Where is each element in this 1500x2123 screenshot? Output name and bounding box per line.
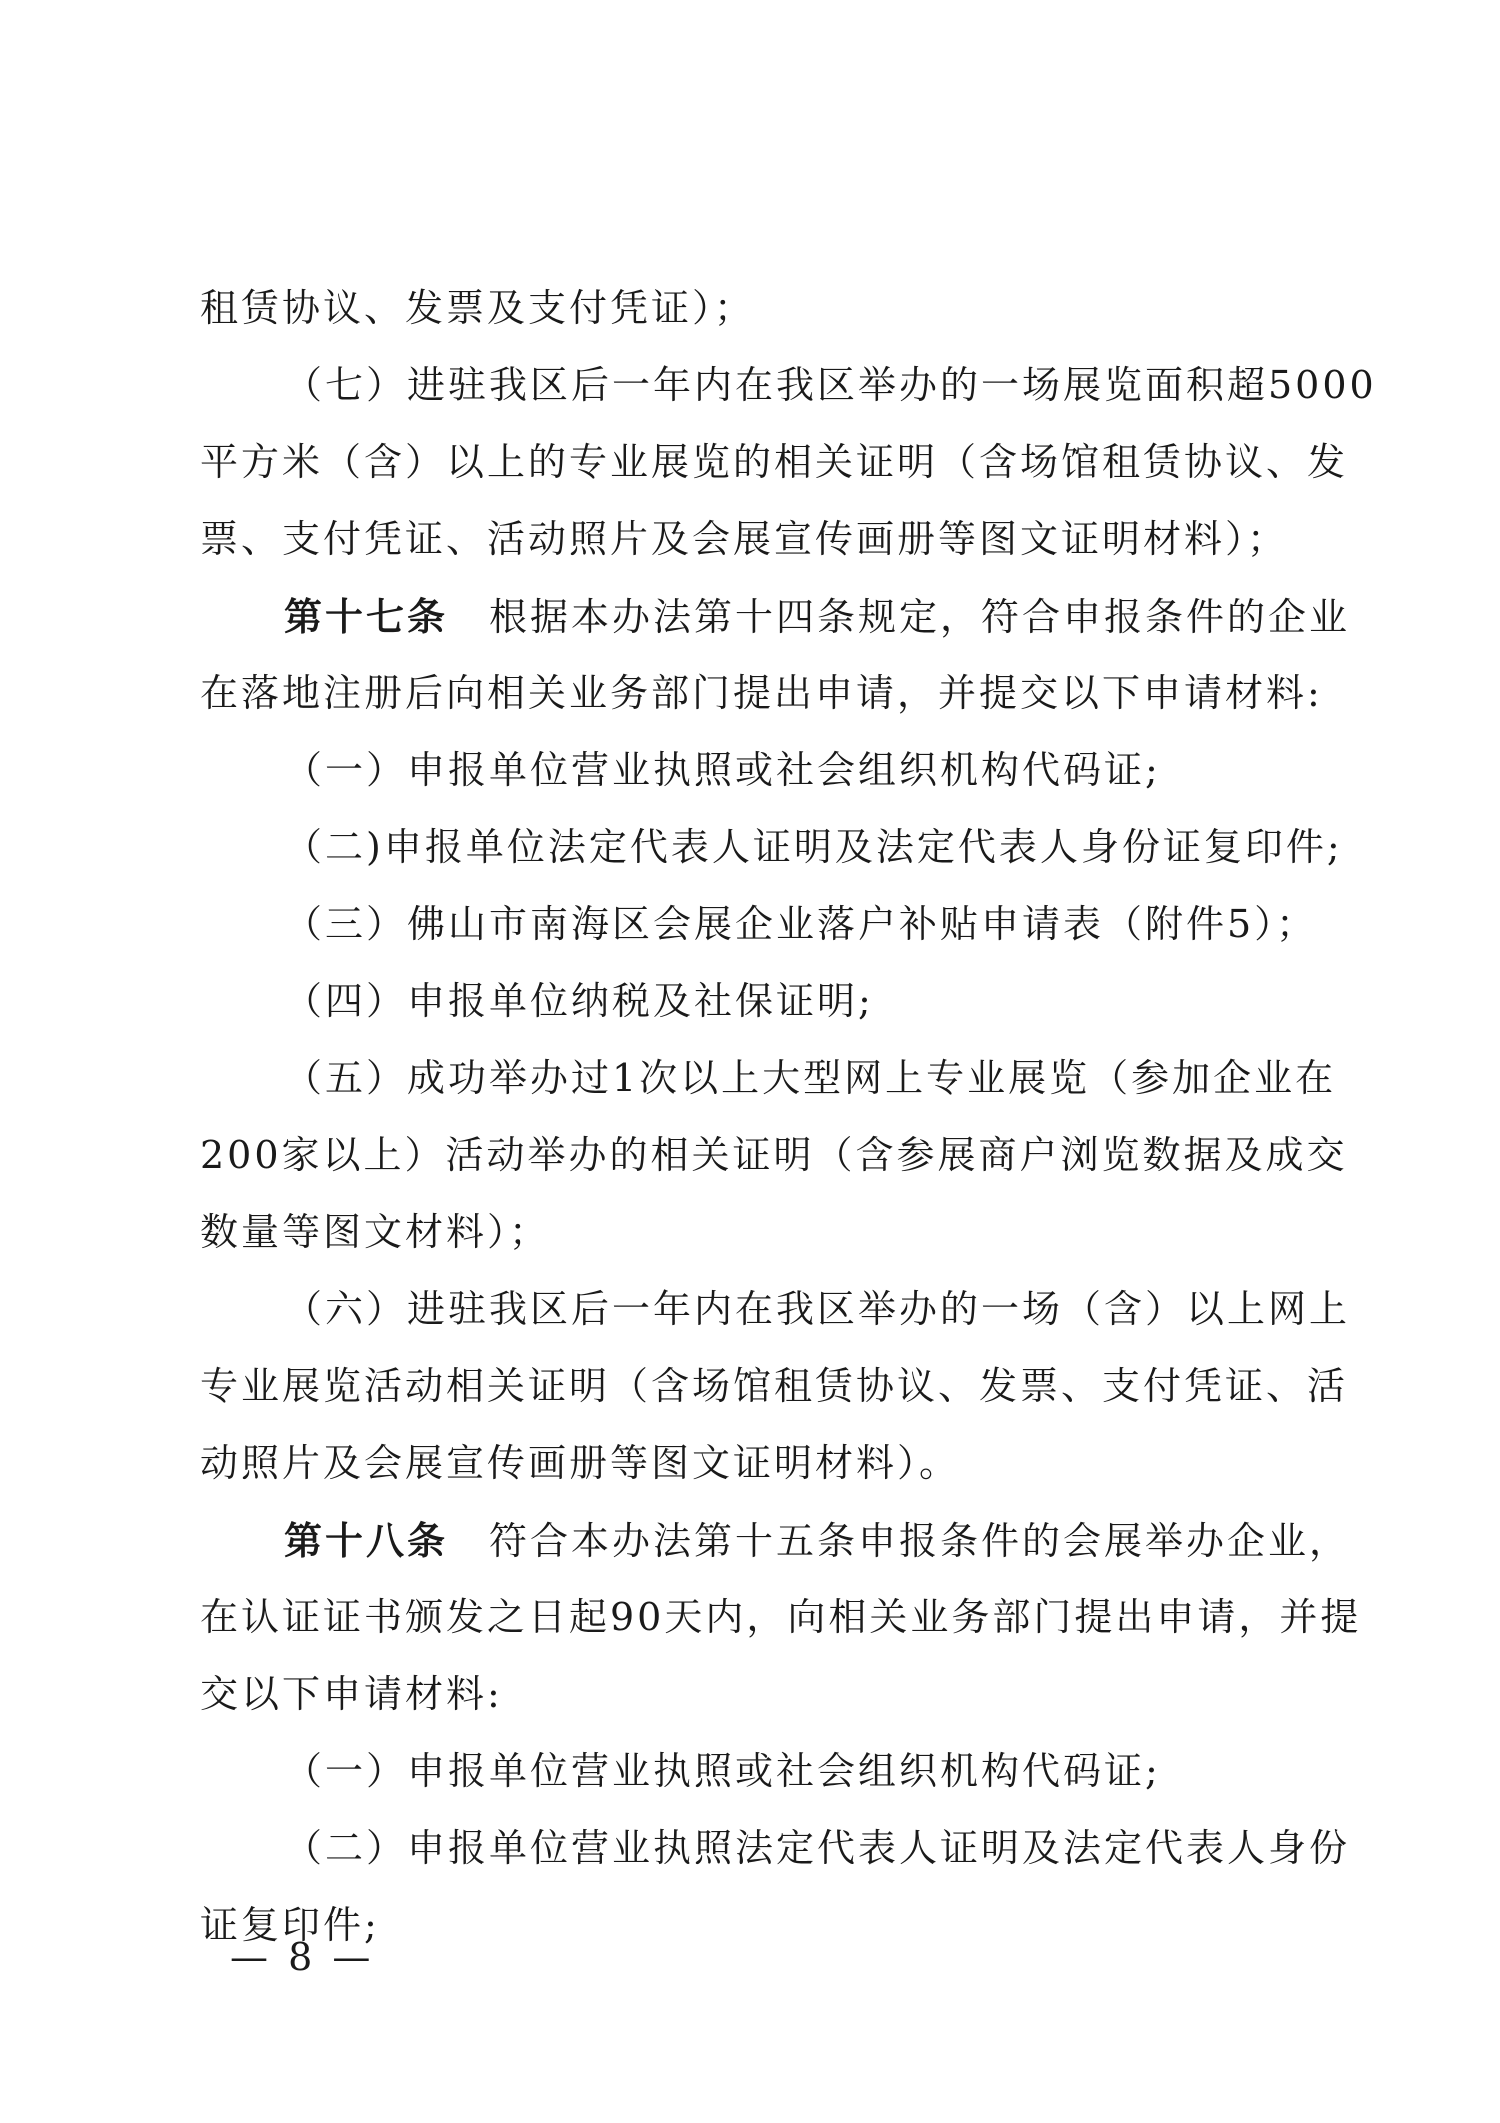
text-line <box>200 1040 1337 1117</box>
text-line <box>200 1810 1351 1887</box>
text-line <box>200 809 1343 886</box>
text-line <box>200 1579 1362 1656</box>
document-body <box>200 270 1377 1964</box>
line-text: 专业展览活动相关证明（含场馆租赁协议、发票、支付凭证、活 <box>200 1364 1349 1408</box>
line-text: 平方米（含）以上的专业展览的相关证明（含场馆租赁协议、发 <box>200 440 1349 484</box>
text-line <box>200 1117 1348 1194</box>
article-label: 第十七条 <box>284 594 449 639</box>
text-line <box>200 655 1323 732</box>
page-number: — 8 — <box>230 1935 375 1979</box>
line-text: 票、支付凭证、活动照片及会展宣传画册等图文证明材料）； <box>200 517 1289 561</box>
text-line <box>200 1425 1320 1502</box>
line-text: 根据本办法第十四条规定，符合申报条件的企业 <box>448 595 1351 639</box>
text-line <box>200 270 1320 347</box>
line-text: 符合本办法第十五条申报条件的会展举办企业， <box>448 1519 1351 1563</box>
line-text: 在落地注册后向相关业务部门提出申请，并提交以下申请材料: <box>200 671 1323 715</box>
line-text: 交以下申请材料: <box>200 1672 503 1716</box>
line-text: （六）进驻我区后一年内在我区举办的一场（含）以上网上 <box>284 1287 1351 1331</box>
line-text: （二)申报单位法定代表人证明及法定代表人身份证复印件; <box>284 825 1343 869</box>
line-text: 200家以上）活动举办的相关证明（含参展商户浏览数据及成交 <box>200 1133 1348 1177</box>
text-line <box>200 1733 1320 1810</box>
text-line <box>200 347 1377 424</box>
text-line <box>200 578 1351 655</box>
line-text: 动照片及会展宣传画册等图文证明材料）。 <box>200 1441 961 1485</box>
text-line <box>200 1656 1320 1733</box>
line-text: （二）申报单位营业执照法定代表人证明及法定代表人身份 <box>284 1826 1351 1870</box>
article-label: 第十八条 <box>284 1518 449 1563</box>
text-line <box>200 886 1320 963</box>
line-text: 在认证证书颁发之日起90天内，向相关业务部门提出申请，并提 <box>200 1595 1362 1639</box>
text-line <box>200 501 1320 578</box>
text-line <box>200 424 1349 501</box>
text-line <box>200 1348 1349 1425</box>
line-text: （五）成功举办过1次以上大型网上专业展览（参加企业在 <box>284 1056 1337 1100</box>
text-line <box>200 963 1320 1040</box>
line-text: （七）进驻我区后一年内在我区举办的一场展览面积超5000 <box>284 363 1377 407</box>
text-line <box>200 1502 1351 1579</box>
text-line <box>200 1194 1320 1271</box>
line-text: 证复印件; <box>200 1903 380 1947</box>
line-text: 数量等图文材料）； <box>200 1210 551 1254</box>
line-text: （四）申报单位纳税及社保证明; <box>284 979 874 1023</box>
line-text: （一）申报单位营业执照或社会组织机构代码证; <box>284 748 1161 792</box>
line-text: （一）申报单位营业执照或社会组织机构代码证; <box>284 1749 1161 1793</box>
line-text: 租赁协议、发票及支付凭证）； <box>200 286 756 330</box>
text-line <box>200 732 1320 809</box>
text-line <box>200 1271 1351 1348</box>
line-text: （三）佛山市南海区会展企业落户补贴申请表（附件5）； <box>284 902 1318 946</box>
